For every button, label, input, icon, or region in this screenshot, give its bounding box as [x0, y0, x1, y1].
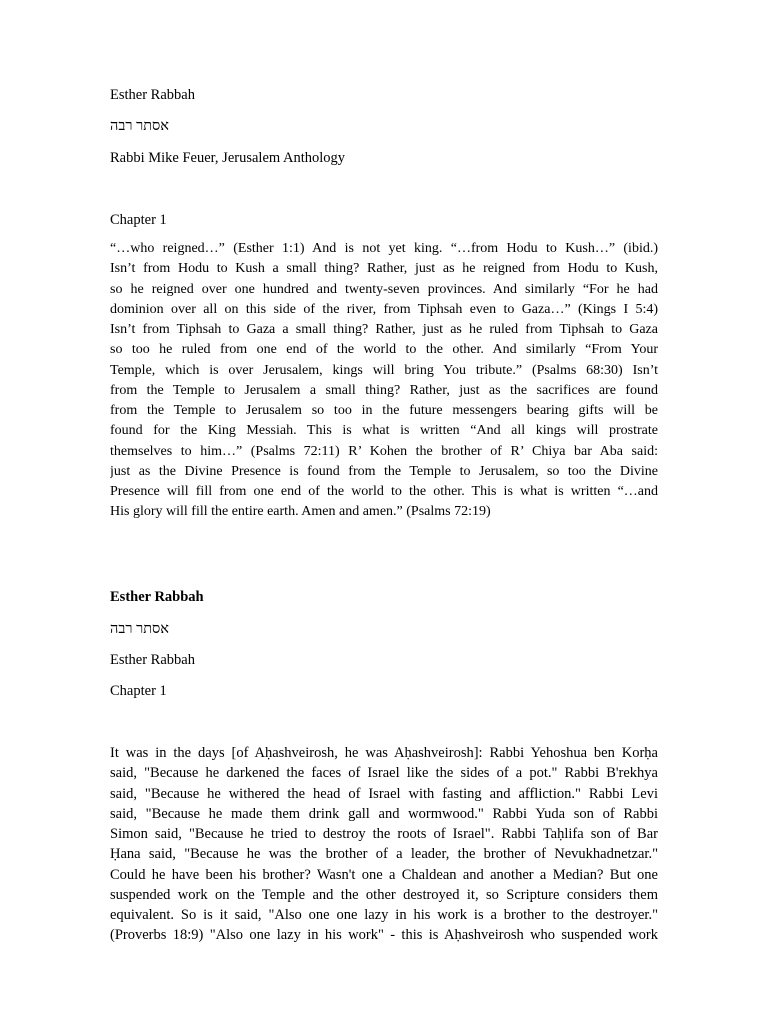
paragraph-line: Temple, which is over Jerusalem, kings will bring You tribute.” (Psalms 68:30) Isn’t	[110, 362, 658, 378]
section-subtitle: Esther Rabbah	[110, 652, 195, 668]
paragraph-line: said, "Because he darkened the faces of Israel like the sides of a pot." Rabbi B'rekhya	[110, 765, 658, 782]
section-title: Esther Rabbah	[110, 589, 204, 605]
paragraph-line: (Proverbs 18:9) "Also one lazy in his work" - this is Aḥashveirosh who suspended work	[110, 927, 658, 944]
paragraph-line: dominion over all on this side of the river, from Tiphsah even to Gaza…” (Kings I 5:4)	[110, 301, 658, 317]
document-title: Esther Rabbah	[110, 87, 195, 103]
paragraph-line: Isn’t from Tiphsah to Gaza a small thing? Rather, just as he ruled from Tiphsah to Gaza	[110, 322, 658, 337]
chapter-heading: Chapter 1	[110, 683, 167, 699]
paragraph-line: found for the King Messiah. This is what is written “And all kings will prostrate	[110, 423, 658, 439]
paragraph-line: said, "Because he withered the head of Israel with fasting and affliction." Rabbi Levi	[110, 785, 658, 802]
paragraph-line: “…who reigned…” (Esther 1:1) And is not yet king. “…from Hodu to Kush…” (ibid.)	[110, 241, 658, 256]
paragraph-line: said, "Because he made them drink gall and wormwood." Rabbi Yuda son of Rabbi	[110, 805, 658, 822]
paragraph-line: from the Temple to Jerusalem so too in the future messengers bearing gifts will be	[110, 403, 658, 418]
paragraph-line: just as the Divine Presence is found from the Temple to Jerusalem, so too the Divine	[110, 463, 658, 479]
paragraph-line: equivalent. So is it said, "Also one one lazy in his work is a brother to the destroyer."	[110, 907, 658, 923]
author-line: Rabbi Mike Feuer, Jerusalem Anthology	[110, 150, 346, 166]
hebrew-title: אסתר רבה	[110, 621, 169, 637]
paragraph-line: Simon said, "Because he tried to destroy the roots of Israel". Rabbi Taḥlifa son of Bar	[110, 826, 658, 842]
paragraph-line: themselves to him…” (Psalms 72:11) R’ Kohen the brother of R’ Chiya bar Aba said:	[110, 443, 658, 459]
paragraph-line: so he reigned over one hundred and twenty-seven provinces. And similarly “For he had	[110, 281, 658, 297]
paragraph-line: It was in the days [of Aḥashveirosh, he was Aḥashveirosh]: Rabbi Yehoshua ben Korḥa	[110, 745, 658, 761]
paragraph-line: Isn’t from Hodu to Kush a small thing? Rather, just as he reigned from Hodu to Kush,	[110, 261, 658, 277]
paragraph-line: Presence will fill from one end of the world to the other. This is what is written “…and	[110, 484, 658, 499]
paragraph-line: Could he have been his brother? Wasn't one a Chaldean and another a Median? But one	[110, 866, 658, 883]
chapter-heading: Chapter 1	[110, 212, 167, 228]
chapter-1-paragraph	[110, 239, 658, 523]
paragraph-line: so too he ruled from one end of the world to the other. And similarly “From Your	[110, 342, 658, 358]
paragraph-line: suspended work on the Temple and the other destroyed it, so Scripture considers them	[110, 886, 658, 903]
paragraph-line: His glory will fill the entire earth. Amen and amen.” (Psalms 72:19)	[110, 504, 491, 520]
hebrew-title: אסתר רבה	[110, 118, 169, 134]
paragraph-line: Ḥana said, "Because he was the brother of a leader, the brother of Nevukhadnetzar."	[110, 846, 658, 863]
chapter-1-paragraph	[110, 743, 658, 946]
paragraph-line: from the Temple to Jerusalem a small thing? Rather, just as the sacrifices are found	[110, 382, 658, 398]
